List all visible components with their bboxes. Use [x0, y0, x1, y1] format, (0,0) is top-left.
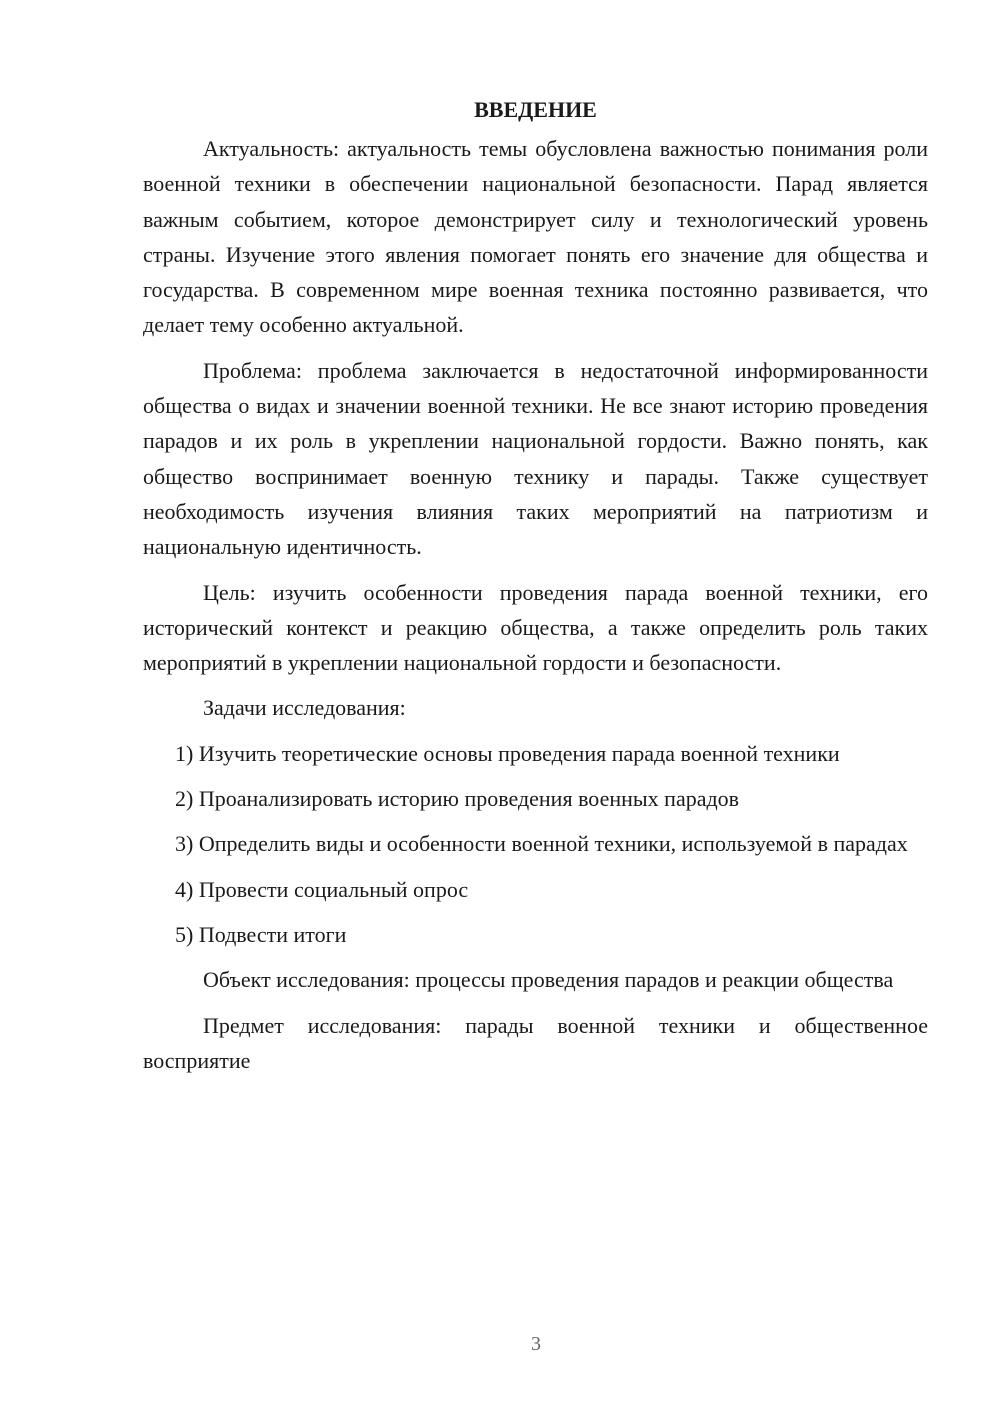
tasks-list: [143, 736, 928, 952]
task-item: 5) Подвести итоги: [175, 921, 347, 947]
tasks-heading: Задачи исследования:: [203, 695, 406, 721]
task-item: 1) Изучить теоретические основы проведения парада военной техники: [175, 740, 840, 766]
task-item: 3) Определить виды и особенности военной техники, используемой в парадах: [175, 831, 908, 857]
goal-paragraph: Цель: изучить особенности проведения парада военной техники, его исторический контекст и реакцию общества, а также определить роль таких мероприятий в укреплении национальной гордости и безопасности.: [143, 579, 928, 676]
task-item: 2) Проанализировать историю проведения военных парадов: [175, 786, 740, 812]
relevance-paragraph: Актуальность: актуальность темы обусловлена важностью понимания роли военной техники в обеспечении национальной безопасности. Парад является важным событием, которое демонстрирует силу и технологический уровень страны. Изучение этого явления помогает понять его значение для общества и государства. В современном мире военная техника постоянно развивается, что делает тему особенно актуальной.: [143, 136, 928, 338]
task-item: 4) Провести социальный опрос: [175, 876, 469, 902]
problem-paragraph: Проблема: проблема заключается в недостаточной информированности общества о видах и значении военной техники. Не все знают историю проведения парадов и их роль в укреплении национальной гордости. Важно понять, как общество воспринимает военную технику и парады. Также существует необходимость изучения влияния таких мероприятий на патриотизм и национальную идентичность.: [143, 357, 928, 560]
object-paragraph: Объект исследования: процессы проведения парадов и реакции общества: [203, 967, 894, 993]
page-title: ВВЕДЕНИЕ: [474, 97, 597, 122]
page-number: 3: [531, 1333, 541, 1355]
page-content: [143, 92, 928, 1088]
subject-paragraph: Предмет исследования: парады военной техники и общественное восприятие: [143, 1012, 928, 1073]
